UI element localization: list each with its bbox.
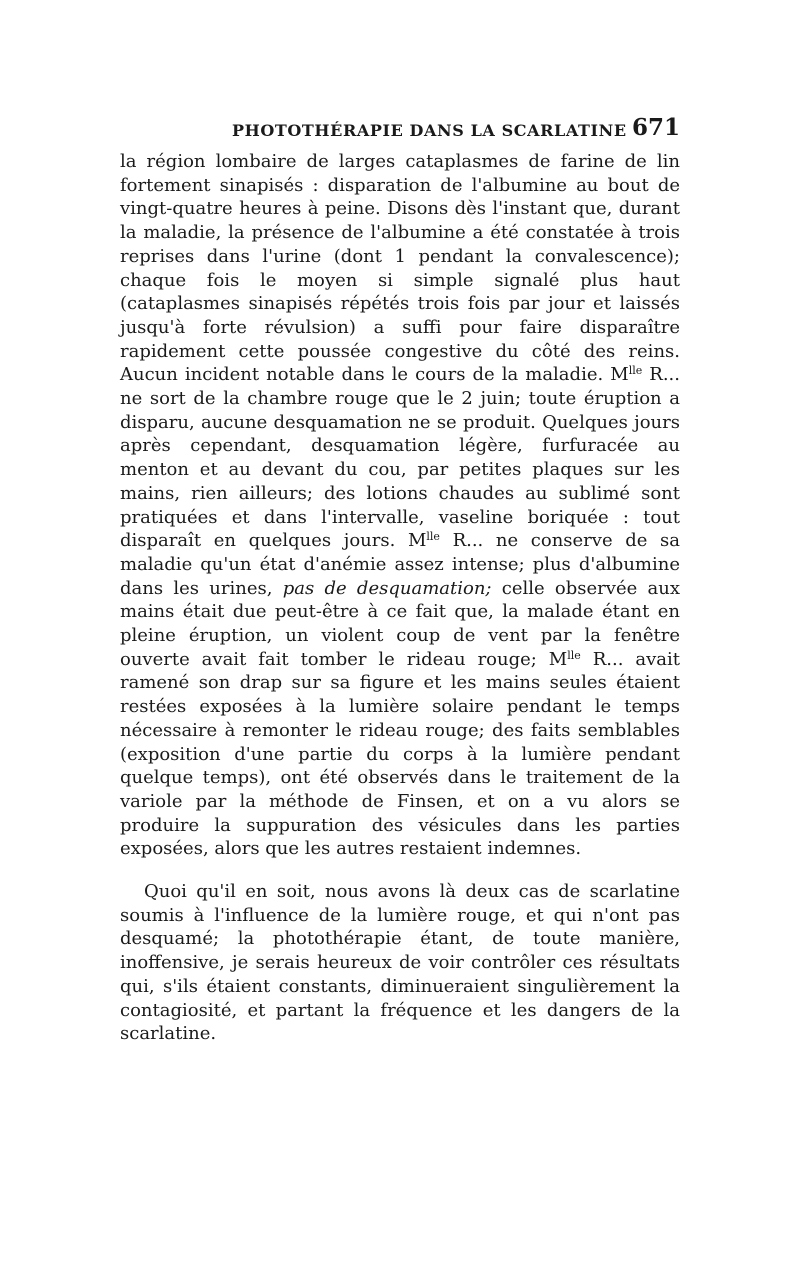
paragraph-text: celle observée aux mains était due peut-être à ce fait que, la malade étant en pleine éruption, un violent coup de vent par la fenêtre ouverte avait fait tomber le rideau rouge; M [120,577,681,670]
paragraph-text: R... ne conserve de sa maladie qu'un état d'anémie assez intense; plus d'albumine dans les urines, [120,530,681,599]
running-title: PHOTOTHÉRAPIE DANS LA SCARLATINE [232,121,627,140]
paragraph-text: R... ne sort de la chambre rouge que le 2 juin; toute éruption a disparu, aucune desquamation ne se produit. Quelques jours après cependant, desquamation légère, furfuracée au menton et au devant du cou, par petites plaques sur les mains, rien ailleurs; des lotions chaudes au sublimé sont pratiquées et dans l'intervalle, vaseline boriquée : tout disparaît en quelques jours. M [120,364,680,552]
italic-emphasis: pas de desquamation; [282,577,492,599]
title-abbreviation: lle [426,530,440,544]
title-abbreviation: lle [628,364,643,378]
body-paragraph-1 [120,150,680,861]
page-header [120,114,680,144]
page-number: 671 [631,114,680,141]
paragraph-text: la région lombaire de larges cataplasmes de farine de lin fortement sinapisés : disparation de l'albumine au bout de vingt-quatre heures à peine. Disons dès l'instant que, durant la maladie, la présence de l'albumine a été constatée à trois reprises dans l'urine (dont 1 pendant la convalescence); chaque fois le moyen si simple signalé plus haut (cataplasmes sinapisés répétés trois fois par jour et laissés jusqu'à forte révulsion) a suffi pour faire disparaître rapidement cette poussée congestive du côté des reins. Aucun incident notable dans le cours de la maladie. M [120,151,680,386]
paragraph-text: R... avait ramené son drap sur sa figure et les mains seules étaient restées exposées à la lumière solaire pendant le temps nécessaire à remonter le rideau rouge; des faits semblables (exposition d'une partie du corps à la lumière pendant quelque temps), ont été observés dans le traitement de la variole par la méthode de Finsen, et on a vu alors se produire la suppuration des vésicules dans les parties exposées, alors que les autres restaient indemnes. [120,648,680,860]
title-abbreviation: lle [567,648,581,662]
body-paragraph-2: Quoi qu'il en soit, nous avons là deux cas de scarlatine soumis à l'influence de la lumière rouge, et qui n'ont pas desquamé; la photothérapie étant, de toute manière, inoffensive, je serais heureux de voir contrôler ces résultats qui, s'ils étaient constants, diminueraient singulièrement la contagiosité, et partant la fréquence et les dangers de la scarlatine. [120,881,680,1045]
